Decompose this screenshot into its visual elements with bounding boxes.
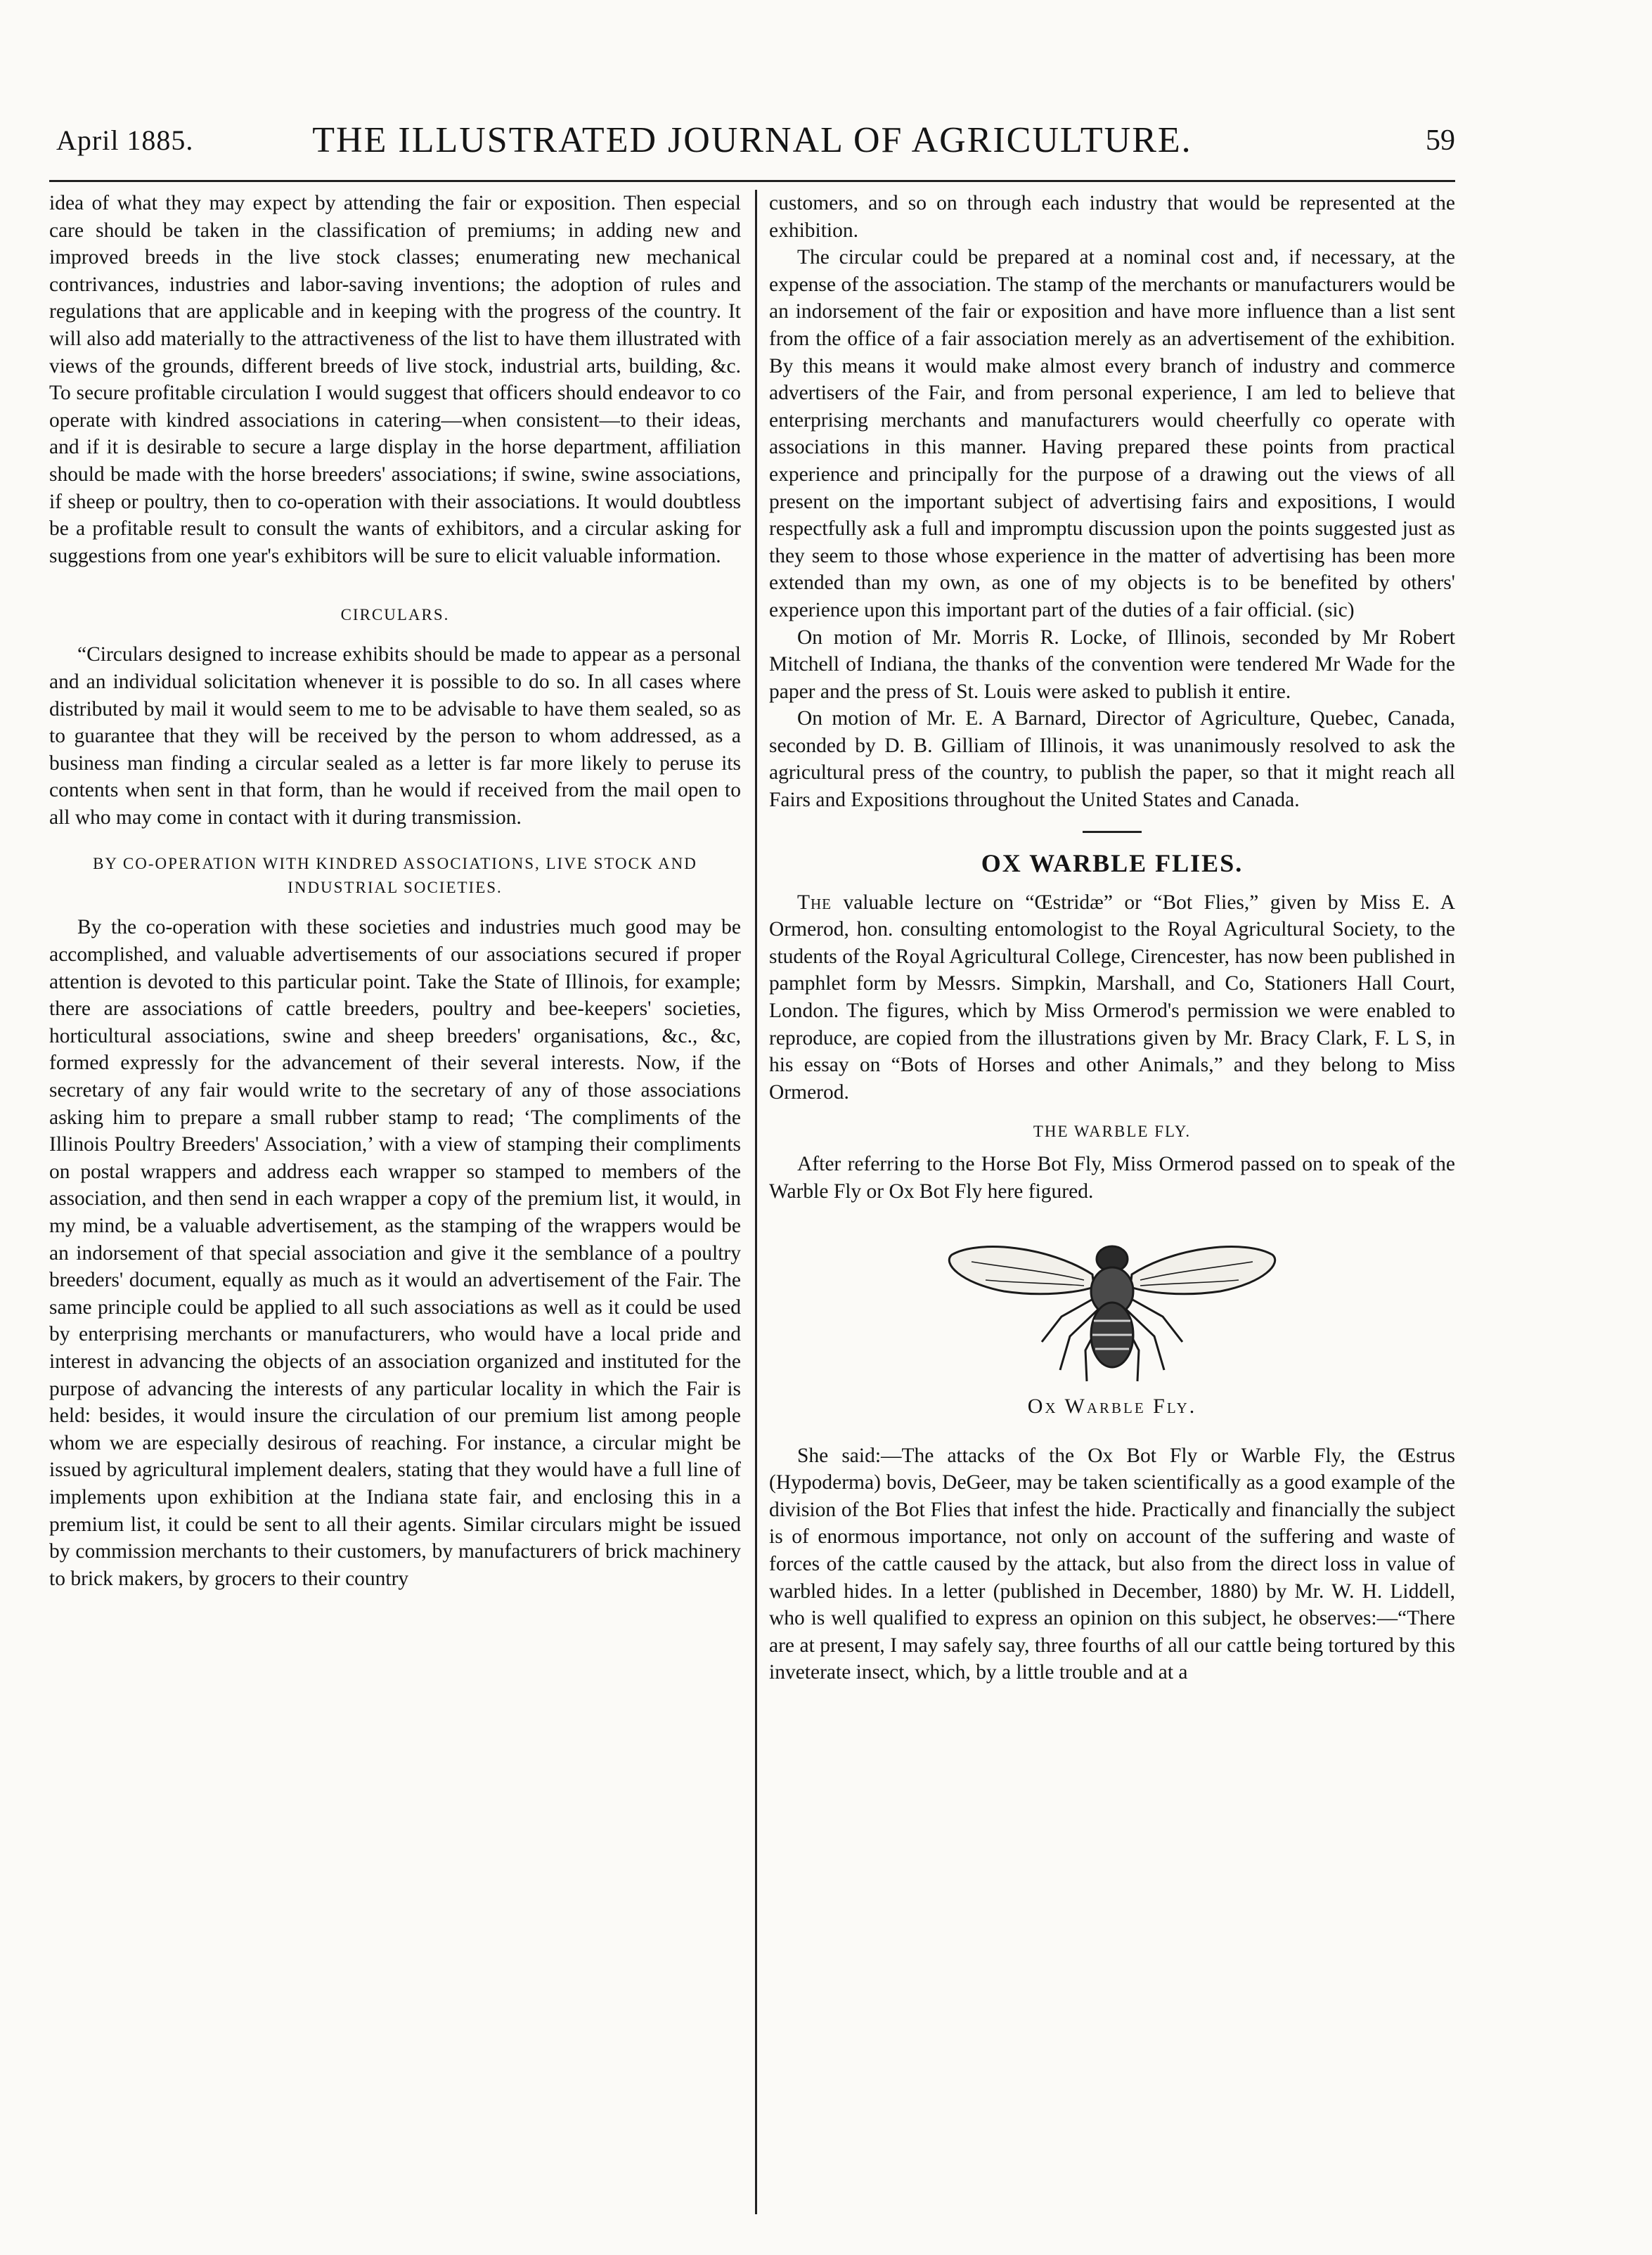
heading-cooperation: BY CO-OPERATION WITH KINDRED ASSOCIATIONS, LIVE STOCK AND INDUSTRIAL SOCIETIES. xyxy=(93,855,697,897)
paragraph-circulars: “Circulars designed to increase exhibits should be made to appear as a personal and an individual solicitation whenever it is possible to do so. In all cases where distributed by mail it would seem to me to be advisable to have them sealed, so as to guarantee that they will be received by the person to whom addressed, as a business man finding a circular sealed as a letter is far more likely to peruse its contents when sent in that form, than he would if received from the mail open to all who may come in contact with it during transmission. xyxy=(49,643,741,829)
journal-title: THE ILLUSTRATED JOURNAL OF AGRICULTURE. xyxy=(312,120,1192,160)
paragraph-lecture-text: valuable lecture on “Œstridæ” or “Bot Flies,” given by Miss E. A Ormerod, hon. consulting entomologist to the Royal Agricultural Society, to the students of the Royal Agricultural College, Cirencester, has now been published in pamphlet form by Messrs. Simpkin, Marshall, and Co, Stationers Hall Court, London. The figures, which by Miss Ormerod's permission we were enabled to reproduce, are copied from the illustrations given by Mr. Bracy Clark, F. L S, in his essay on “Bots of Horses and other Animals,” and they belong to Miss Ormerod. xyxy=(769,891,1456,1104)
running-header xyxy=(49,119,1455,169)
heading-ox-warble-flies: OX WARBLE FLIES. xyxy=(981,848,1244,877)
paragraph-motion-barnard: On motion of Mr. E. A Barnard, Director of Agriculture, Quebec, Canada, seconded by D. B. Gilliam of Illinois, it was unanimously resolved to ask the agricultural press of the country, to publish the paper, so that it might reach all Fairs and Expositions throughout the United States and Canada. xyxy=(769,707,1455,812)
figure-caption: Ox Warble Fly. xyxy=(1027,1394,1197,1418)
paragraph-premium-list: idea of what they may expect by attending the fair or exposition. Then especial care should be taken in the classification of premiums; in adding new and improved breeds in the live stock classes; enumerating new mechanical contrivances, industries and labor-saving inventions; the adoption of rules and regulations that are applicable and in keeping with the progress of the country. It will also add materially to the attractiveness of the list to have them illustrated with views of the grounds, different breeds of live stock, industrial arts, building, &c. To secure profitable circulation I would suggest that officers should endeavor to co operate with kindred associations in catering—when consistent—to their ideas, and if it is desirable to secure a large display in the horse department, affiliation should be made with the horse breeders' associations; if swine, swine associations, if sheep or poultry, then to co-operation with their associations. It would doubtless be a profitable result to consult the wants of exhibitors, and a circular asking for suggestions from one year's exhibitors will be sure to elicit valuable information. xyxy=(49,192,741,567)
lead-word: The xyxy=(797,891,832,914)
paragraph-she-said: She said:—The attacks of the Ox Bot Fly or Warble Fly, the Œstrus (Hypoderma) bovis, DeGeer, may be taken scientifically as a good example of the division of the Bot Flies that infest the hide. Practically and financially the subject is of enormous importance, not only on account of the suffering and waste of forces of the cattle caused by the attack, but also from the direct loss in value of warbled hides. In a letter (published in December, 1880) by Mr. W. H. Liddell, who is well qualified to express an opinion on this subject, he observes:—“There are at present, I may safely say, three fourths of all our cattle being tortured by this inveterate insect, which, by a little trouble and at a xyxy=(769,1444,1455,1684)
paragraph-motion-locke: On motion of Mr. Morris R. Locke, of Illinois, seconded by Mr Robert Mitchell of Indiana, the thanks of the convention were tendered Mr Wade for the paper and the press of St. Louis were asked to publish it entire. xyxy=(769,626,1455,703)
column-divider xyxy=(755,190,757,2214)
paragraph-customers: customers, and so on through each industry that would be represented at the exhibition. xyxy=(769,192,1455,242)
right-column xyxy=(769,190,1455,1686)
figure-ox-warble-fly xyxy=(769,1218,1455,1419)
section-rule xyxy=(1083,831,1142,833)
ox-warble-fly-illustration xyxy=(936,1218,1288,1387)
page-number: 59 xyxy=(1426,124,1455,157)
issue-date: April 1885. xyxy=(56,124,194,156)
left-column xyxy=(49,190,741,1592)
paragraph-circular-cost: The circular could be prepared at a nominal cost and, if necessary, at the expense of the association. The stamp of the merchants or manufacturers would be an indorsement of the fair or exposition and have more influence than a list sent from the office of a fair association merely as an advertisement of the exhibition. By this means it would make almost every branch of industry and commerce advertisers of the Fair, and from personal experience, I am led to believe that enterprising merchants and manufacturers would cheerfully co operate with associations in this manner. Having prepared these points from practical experience and principally for the purpose of a drawing out the views of all present on the important subject of advertising fairs and expositions, I would respectfully ask a full and impromptu discussion upon the points suggested just as they seem to those whose experience in the matter of advertising has been more extended than my own, as one of my objects is to be benefited by others' experience upon this important part of the duties of a fair official. (sic) xyxy=(769,246,1455,621)
heading-warble-fly: THE WARBLE FLY. xyxy=(1033,1123,1192,1141)
paragraph-horse-bot-fly: After referring to the Horse Bot Fly, Miss Ormerod passed on to speak of the Warble Fly or Ox Bot Fly here figured. xyxy=(769,1153,1455,1203)
paragraph-lecture xyxy=(769,889,1455,1106)
heading-circulars: CIRCULARS. xyxy=(340,606,450,624)
paragraph-cooperation: By the co-operation with these societies and industries much good may be accomplished, and valuable advertisements of our associations secured if proper attention is devoted to this particular point. Take the State of Illinois, for example; there are associations of cattle breeders, poultry and bee-keepers' societies, horticultural associations, swine and sheep breeders' organisations, &c., &c, formed expressly for the advancement of their several interests. Now, if the secretary of any fair would write to the secretary of any of those associations asking him to prepare a small rubber stamp to read; ‘The compliments of the Illinois Poultry Breeders' Association,’ with a view of stamping their compliments on postal wrappers and address each wrapper so stamped to members of the association, and then send in each wrapper a copy of the premium list, it would, in my mind, be a valuable advertisement, as the stamping of the wrappers would be an indorsement of that special association and give it the semblance of a poultry breeders' document, equally as much as it would an advertisement of the Fair. The same principle could be applied to all such associations as well as it could be used by enterprising merchants or manufacturers, who would have a local pride and interest in advancing the objects of an association organized and instituted for the purpose of advancing the interests of any particular locality in which the Fair is held: besides, it would insure the circulation of our premium list among people whom we are especially desirous of reaching. For instance, a circular might be issued by agricultural implement dealers, stating that they would have a full line of implements upon exhibition at the Indiana state fair, and enclosing this in a premium list, it could be sent to all their agents. Similar circulars might be issued by commission merchants to their customers, by manufacturers of brick machinery to brick makers, by grocers to their country xyxy=(49,916,741,1590)
header-rule xyxy=(49,180,1455,182)
